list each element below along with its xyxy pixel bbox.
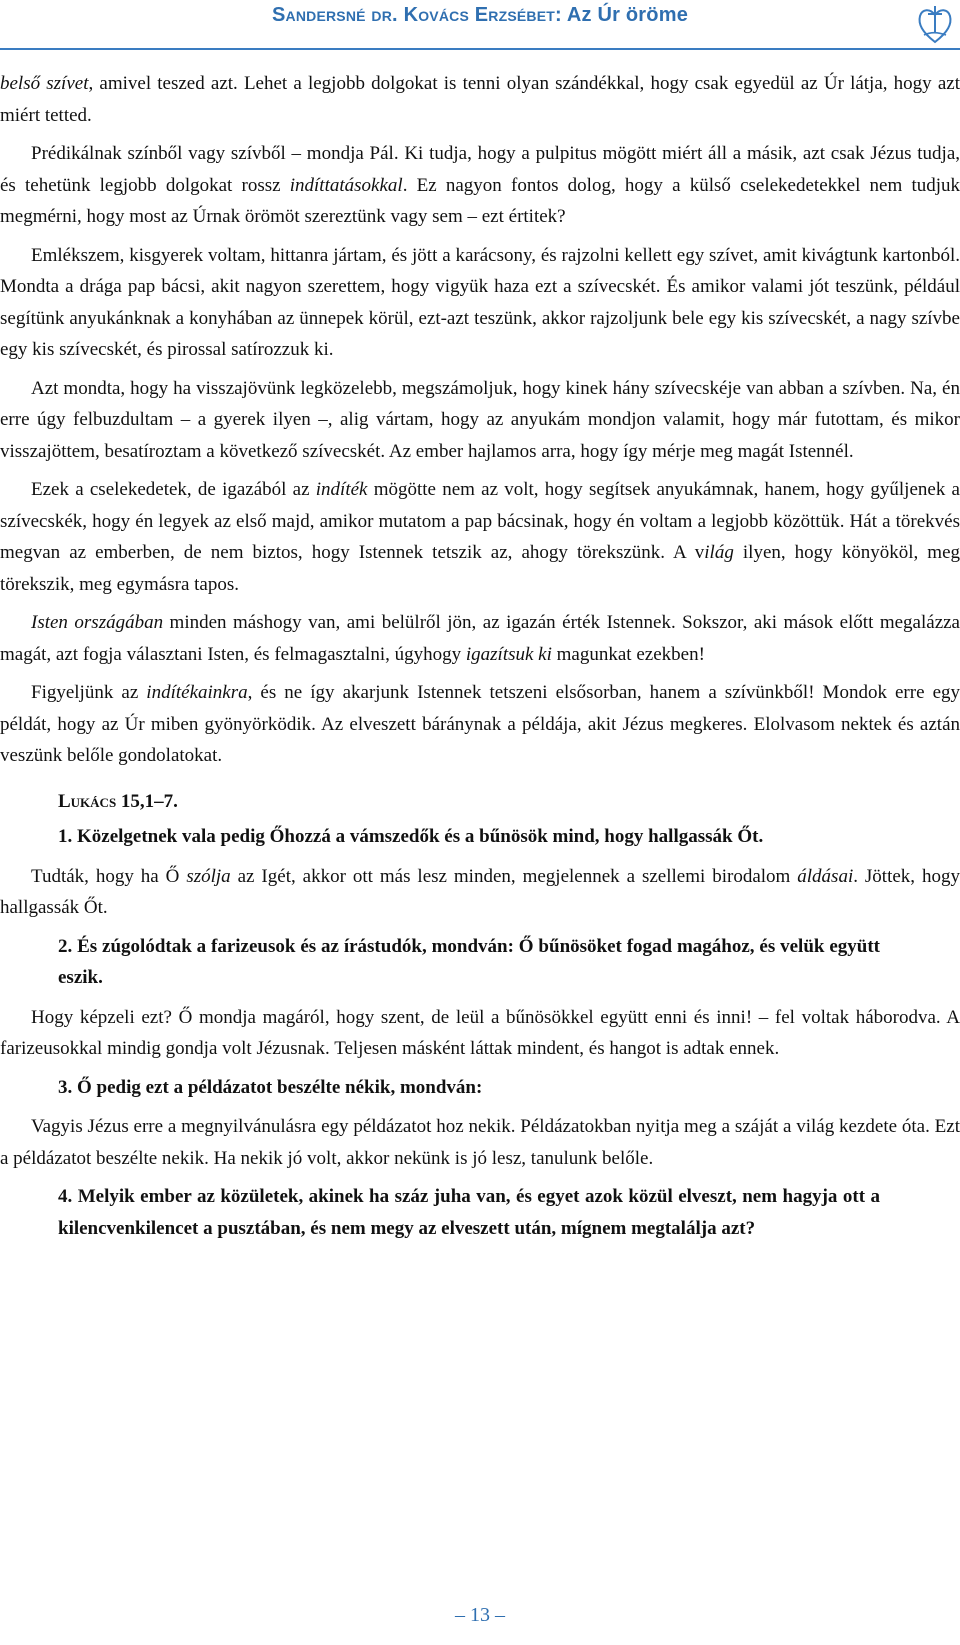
header-divider <box>0 48 960 50</box>
scripture-reference: Lukács 15,1–7. <box>58 790 178 812</box>
body-paragraph <box>0 677 960 772</box>
heart-cross-logo-icon <box>916 2 954 46</box>
emphasis-text: áldásai <box>797 865 854 887</box>
body-paragraph <box>0 373 960 468</box>
text-run: . Ez nagyon fontos dolog, hogy a külső cselekedetekkel nem tudjuk megmérni, hogy most az Úrnak örömöt szereztünk vagy sem – ezt értitek? <box>0 174 960 227</box>
text-run: Tudták, hogy ha Ő <box>31 865 187 887</box>
emphasis-text: Isten országában <box>31 612 164 633</box>
verse-list <box>0 821 960 1244</box>
emphasis-text: szólja <box>186 865 231 887</box>
verse-commentary <box>0 1111 960 1174</box>
emphasis-text: indítékainkra <box>146 682 248 703</box>
verse-quote: 1. Közelgetnek vala pedig Őhozzá a vámszedők és a bűnösök mind, hogy hallgassák Őt. <box>58 826 764 847</box>
running-title-author: Sandersné dr. Kovács Erzsébet: <box>271 4 562 26</box>
text-run: mögötte nem az volt, hogy segítsek anyukámnak, hanem, hogy gyűljenek a szívecskék, hogy én legyek az első majd, amikor mutatom a pap bácsinak, hogy én voltam a legjobb közöttük. Hát a törekvés megvan az emberben, de nem biztos, hogy Istennek tetszik az, ahogy törekszünk. A v <box>0 479 960 563</box>
emphasis-text: igazítsuk ki <box>465 643 552 665</box>
text-run: Emlékszem, kisgyerek voltam, hittanra jártam, és jött a karácsony, és rajzolni kellett egy szívet, amit kivágtunk kartonból. Mondta a drága pap bácsi, akit nagyon szerettem, hogy vigyük haza ezt a szívecskét. És amikor valami jót teszünk, például segítünk anyukánknak a konyhában az ünnepek körül, ezt-azt teszünk, akkor rajzoljunk bele egy kis szívecskét, a nagy szívbe egy kis szívecskét, és pirossal satírozzuk ki. <box>0 244 960 360</box>
verse-quote: 4. Melyik ember az közületek, akinek ha száz juha van, és egyet azok közül elveszt, nem hagyja ott a kilencvenkilencet a pusztában, és nem megy az elveszett után, mígnem megtalálja azt? <box>58 1186 880 1239</box>
page-header <box>0 0 960 54</box>
verse-commentary <box>0 861 960 924</box>
body-paragraph <box>0 138 960 233</box>
body-paragraph <box>0 607 960 670</box>
text-run: Figyeljünk az <box>31 682 147 703</box>
text-run: magunkat ezekben! <box>551 643 705 665</box>
page-number: – 13 – <box>455 1604 505 1626</box>
body-paragraph <box>0 68 960 131</box>
emphasis-text: indíttatásokkal <box>289 174 403 196</box>
verse-quote: 2. És zúgolódtak a farizeusok és az írástudók, mondván: Ő bűnösöket fogad magához, és velük együtt eszik. <box>58 935 880 988</box>
text-run: Hogy képzeli ezt? Ő mondja magáról, hogy szent, de leül a bűnösökkel együtt enni és inni! – fel voltak háborodva. A farizeusokkal mindig gondja volt Jézusnak. Teljesen másként láttak mindent, és hangot is adtak ennek. <box>0 1006 960 1059</box>
text-run: az Igét, akkor ott más lesz minden, megjelennek a szellemi birodalom <box>230 865 798 887</box>
paragraph-list <box>0 68 960 772</box>
running-title <box>0 4 960 27</box>
emphasis-text: ilág <box>704 542 734 563</box>
verse-commentary <box>0 1002 960 1065</box>
running-title-work: Az Úr öröme <box>566 4 689 26</box>
text-run: Prédikálnak színből vagy szívből – mondja Pál. Ki tudja, hogy a pulpitus mögött miért áll a másik, azt csak Jézus tudja, és tehetünk legjobb dolgokat rossz <box>0 143 960 196</box>
emphasis-text: belső szívet <box>0 73 89 94</box>
text-run: Ezek a cselekedetek, de igazából az <box>31 479 316 500</box>
text-run: minden máshogy van, ami belülről jön, az igazán érték Istennek. Sokszor, aki mások előtt megalázza magát, azt fogja választani Isten, és felmagasztalni, úgyhogy <box>0 612 960 665</box>
text-run: . Jöttek, hogy hallgassák Őt. <box>0 865 960 918</box>
body-paragraph <box>0 240 960 366</box>
text-run: , amivel teszed azt. Lehet a legjobb dolgokat is tenni olyan szándékkal, hogy csak egyedül az Úr látja, hogy azt miért tetted. <box>0 73 960 126</box>
emphasis-text: indíték <box>315 479 368 500</box>
verse-quote: 3. Ő pedig ezt a példázatot beszélte nékik, mondván: <box>58 1076 483 1098</box>
document-body <box>0 68 960 1244</box>
text-run: Vagyis Jézus erre a megnyilvánulásra egy példázatot hoz nekik. Példázatokban nyitja meg a száját a világ kezdete óta. Ezt a példázatot beszélte nekik. Ha nekik jó volt, akkor nekünk is jó lesz, tanulunk belőle. <box>0 1116 960 1169</box>
text-run: , és ne így akarjunk Istennek tetszeni elsősorban, hanem a szívünkből! Mondok erre egy példát, hogy az Úr miben gyönyörködik. Az elveszett báránynak a példája, akit Jézus megkeres. Elolvasom nektek és aztán veszünk belőle gondolatokat. <box>0 682 960 766</box>
text-run: ilyen, hogy könyököl, meg törekszik, meg egymásra tapos. <box>0 542 960 595</box>
text-run: Azt mondta, hogy ha visszajövünk legközelebb, megszámoljuk, hogy kinek hány szívecskéje van abban a szívben. Na, én erre úgy felbuzdultam – a gyerek ilyen –, alig vártam, hogy az anyukám mondjon valamit, hogy már futottam, és mikor visszajöttem, besatíroztam a következő szívecskét. Az ember hajlamos arra, hogy így mérje meg magát Istennél. <box>0 377 960 462</box>
body-paragraph <box>0 474 960 600</box>
